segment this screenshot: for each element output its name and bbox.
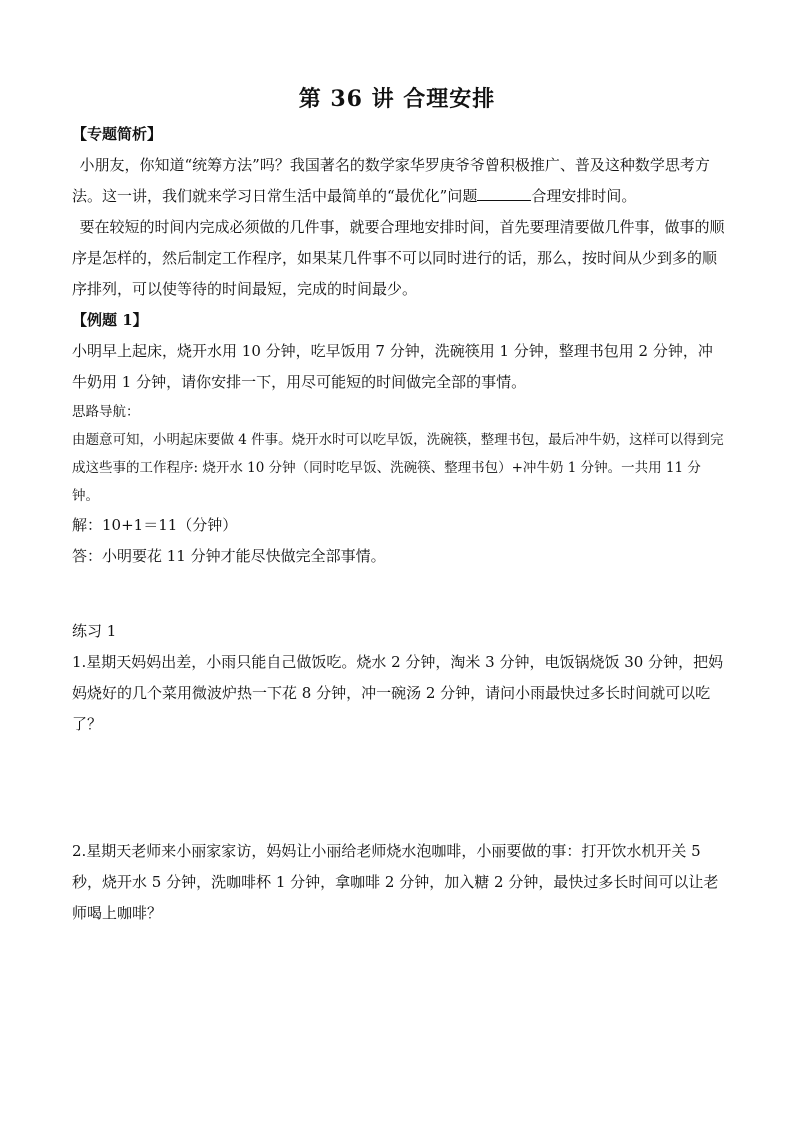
paragraph-1-tail: 合理安排时间。 xyxy=(531,187,637,205)
topic-analysis-paragraph-1 xyxy=(72,150,727,212)
practice-1-section xyxy=(72,616,727,740)
example-1-heading: 【例题 1】 xyxy=(72,311,148,329)
example-1-guide-label: 思路导航： xyxy=(72,404,140,420)
topic-analysis-section xyxy=(72,119,727,305)
example-1-guide: 由题意可知，小明起床要做 4 件事。烧开水时可以吃早饭，洗碗筷，整理书包，最后冲牛奶，这样可以得到完成这些事的工作程序: 烧开水 10 分钟（同时吃早饭、洗碗筷、整理书包）+冲牛奶 1 分钟。一共用 11 分钟。 xyxy=(72,432,724,504)
topic-analysis-heading: 【专题简析】 xyxy=(72,125,163,143)
example-1-section xyxy=(72,305,727,572)
example-1-problem: 小明早上起床，烧开水用 10 分钟，吃早饭用 7 分钟，洗碗筷用 1 分钟，整理书包用 2 分钟，冲牛奶用 1 分钟，请你安排一下，用尽可能短的时间做完全部的事情。 xyxy=(72,342,713,391)
practice-1-question-1: 1.星期天妈妈出差，小雨只能自己做饭吃。烧水 2 分钟，淘米 3 分钟，电饭锅烧饭 30 分钟，把妈妈烧好的几个菜用微波炉热一下花 8 分钟，冲一碗汤 2 分钟，请问小雨最快过多长时间就可以吃了？ xyxy=(72,653,724,733)
example-1-answer: 答：小明要花 11 分钟才能尽快做完全部事情。 xyxy=(72,547,386,565)
page-title: 第 36 讲 合理安排 xyxy=(298,86,496,112)
example-1-solution: 解：10+1＝11（分钟） xyxy=(72,516,238,534)
practice-1-question-2-block xyxy=(72,836,727,929)
paragraph-1-text: 小朋友，你知道“统筹方法”吗？我国著名的数学家华罗庚爷爷曾积极推广、普及这种数学思考方法。这一讲，我们就来学习日常生活中最简单的“最优化”问题 xyxy=(72,156,710,205)
practice-1-question-2: 2.星期天老师来小丽家家访，妈妈让小丽给老师烧水泡咖啡，小丽要做的事：打开饮水机开关 5 秒，烧开水 5 分钟，洗咖啡杯 1 分钟，拿咖啡 2 分钟，加入糖 2 分钟，最快过多长时间可以让老师喝上咖啡？ xyxy=(72,842,719,922)
topic-analysis-paragraph-2: 要在较短的时间内完成必须做的几件事，就要合理地安排时间，首先要理清要做几件事，做事的顺序是怎样的，然后制定工作程序，如果某几件事不可以同时进行的话，那么，按时间从少到多的顺序排列，可以使等待的时间最短，完成的时间最少。 xyxy=(72,218,725,298)
practice-1-heading: 练习 1 xyxy=(72,622,117,640)
fill-blank xyxy=(477,186,531,201)
